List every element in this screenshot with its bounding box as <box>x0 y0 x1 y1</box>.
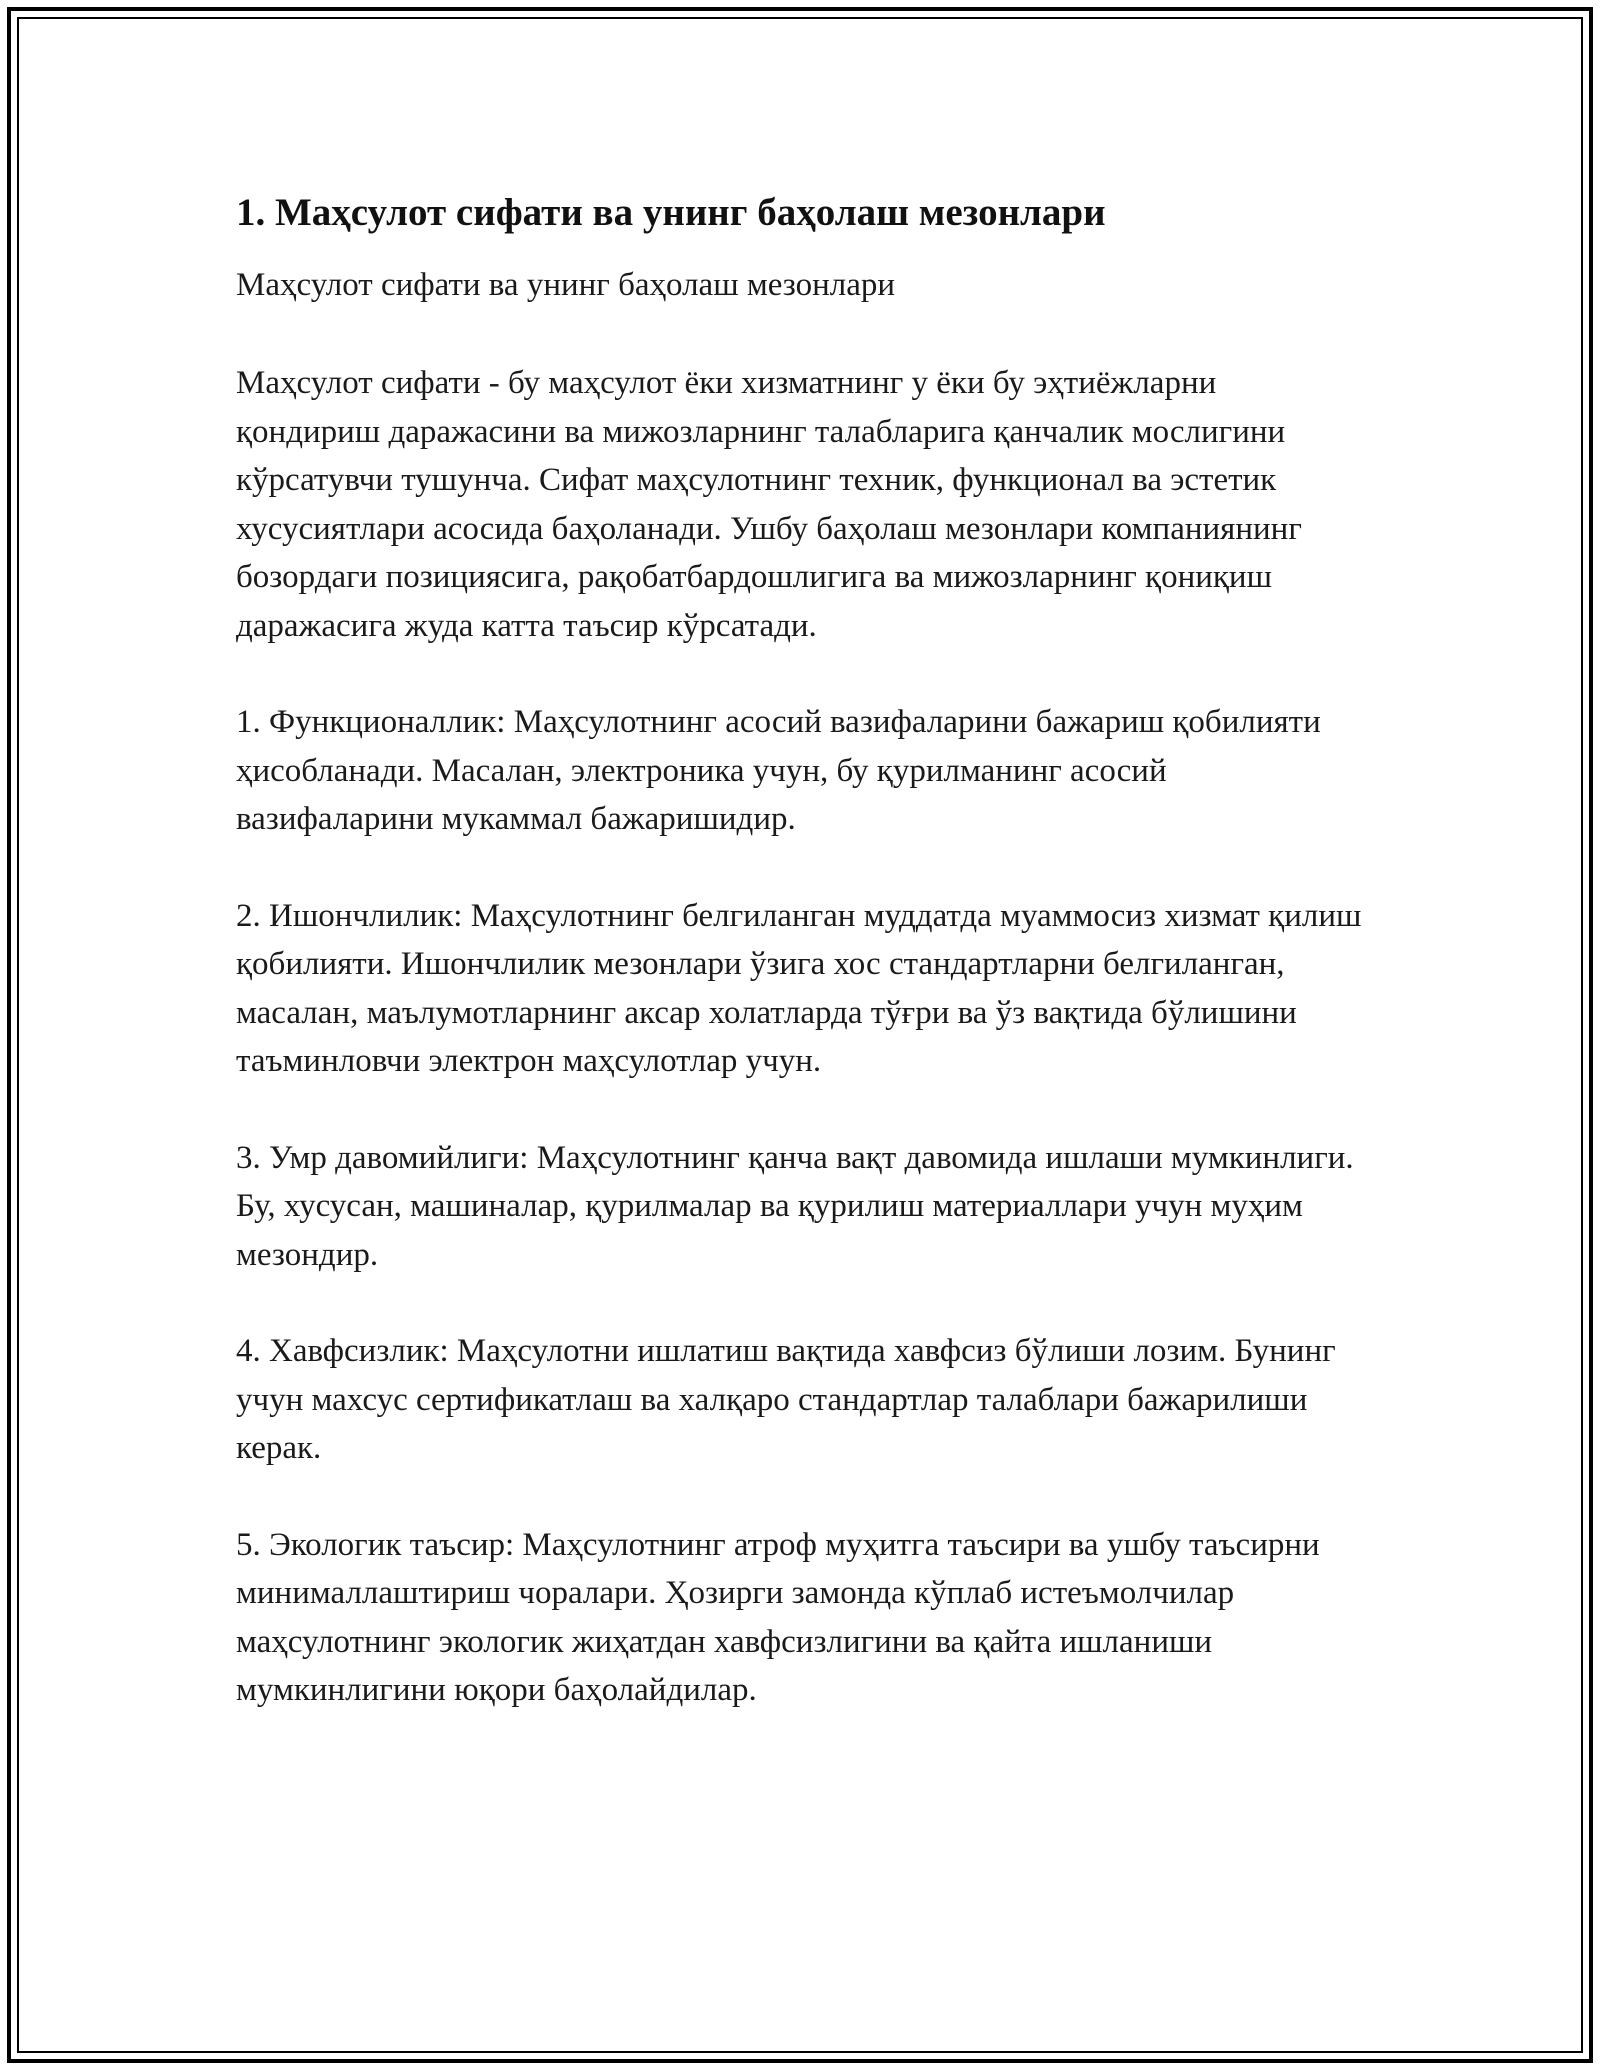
document-title: 1. Маҳсулот сифати ва унинг баҳолаш мезонлари <box>236 191 1106 234</box>
document-subtitle: Маҳсулот сифати ва унинг баҳолаш мезонлари <box>236 267 896 303</box>
document-body <box>236 185 1366 1763</box>
criterion-safety: 4. Хавфсизлик: Маҳсулотни ишлатиш вақтида хавфсиз бўлиши лозим. Бунинг учун махсус сертификатлаш ва халқаро стандартлар талаблари бажарилиши керак. <box>236 1333 1336 1466</box>
criterion-functionality: 1. Функционаллик: Маҳсулотнинг асосий вазифаларини бажариш қобилияти ҳисобланади. Масалан, электроника учун, бу қурилманинг асосий вазифаларини мукаммал бажаришидир. <box>236 704 1321 837</box>
intro-paragraph: Маҳсулот сифати - бу маҳсулот ёки хизматнинг у ёки бу эҳтиёжларни қондириш даражасини ва мижозларнинг талабларига қанчалик мослигини кўрсатувчи тушунча. Сифат маҳсулотнинг техник, функционал ва эстетик хусусиятлари асосида баҳоланади. Ушбу баҳолаш мезонлари компаниянинг бозордаги позициясига, рақобатбардошлигига ва мижозларнинг қониқиш даражасига жуда катта таъсир кўрсатади. <box>236 365 1302 644</box>
criterion-durability: 3. Умр давомийлиги: Маҳсулотнинг қанча вақт давомида ишлаши мумкинлиги. Бу, хусусан, машиналар, қурилмалар ва қурилиш материаллари учун муҳим мезондир. <box>236 1139 1354 1273</box>
criterion-reliability: 2. Ишончлилик: Маҳсулотнинг белгиланган муддатда муаммосиз хизмат қилиш қобилияти. Ишончлилик мезонлари ўзига хос стандартларни белгиланган, масалан, маълумотларнинг аксар холатларда тўғри ва ўз вақтида бўлишини таъминловчи электрон маҳсулотлар учун. <box>236 897 1362 1079</box>
criterion-ecology: 5. Экологик таъсир: Маҳсулотнинг атроф муҳитга таъсири ва ушбу таъсирни минималлаштириш чоралари. Ҳозирги замонда кўплаб истеъмолчилар маҳсулотнинг экологик жиҳатдан хавфсизлигини ва қайта ишланиши мумкинлигини юқори баҳолайдилар. <box>236 1526 1320 1708</box>
